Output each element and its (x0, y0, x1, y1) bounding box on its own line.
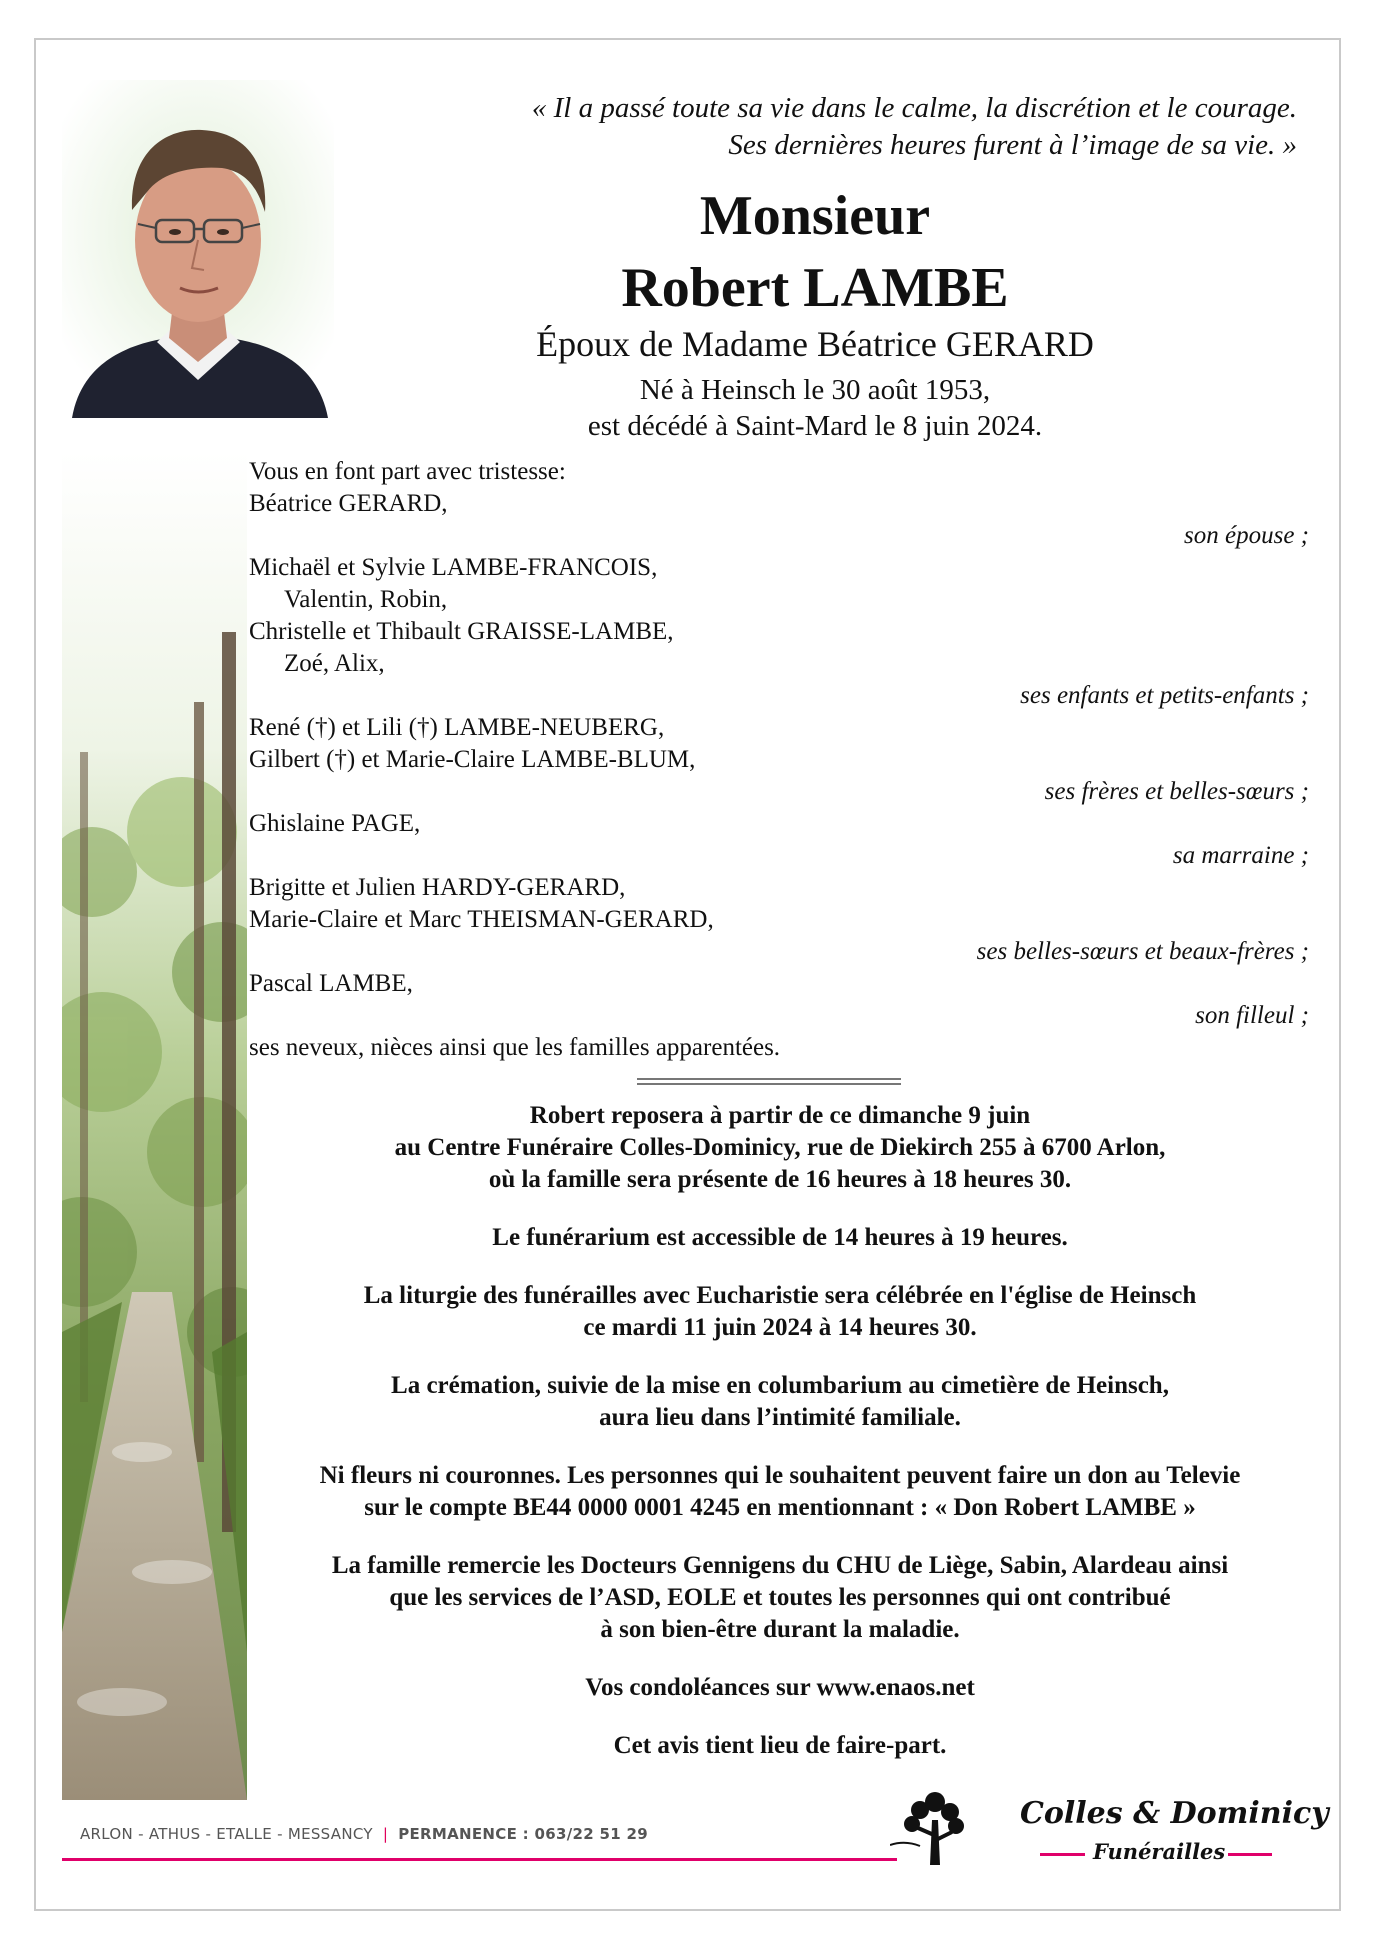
info-line: Le funérarium est accessible de 14 heures à 19 heures. (492, 1224, 1068, 1251)
relationship-label: son épouse ; (1184, 522, 1309, 549)
family-list (249, 456, 1309, 1064)
quote-line: « Il a passé toute sa vie dans le calme, la discrétion et le courage. (531, 92, 1297, 124)
info-line: Cet avis tient lieu de faire-part. (613, 1732, 947, 1759)
brand-subtitle: Funérailles (1093, 1839, 1226, 1864)
family-member: Ghislaine PAGE, (249, 810, 421, 837)
spouse-line: Époux de Madame Béatrice GERARD (536, 324, 1094, 364)
relationship-label: sa marraine ; (1172, 842, 1309, 869)
section-divider (637, 1078, 901, 1085)
family-intro: Vous en font part avec tristesse: (249, 458, 566, 485)
family-closing: ses neveux, nièces ainsi que les familles apparentées. (249, 1034, 781, 1061)
notice-paragraph (250, 1730, 1310, 1762)
relationship-label: ses frères et belles-sœurs ; (1044, 778, 1309, 805)
honorific-title: Monsieur (699, 185, 931, 247)
family-member: Marie-Claire et Marc THEISMAN-GERARD, (249, 906, 714, 933)
family-member: Valentin, Robin, (284, 586, 448, 613)
donation-paragraph (250, 1460, 1310, 1524)
liturgy-paragraph (250, 1280, 1310, 1344)
info-line: où la famille sera présente de 16 heures à 18 heures 30. (488, 1166, 1072, 1193)
relationship-label: son filleul ; (1195, 1002, 1309, 1029)
info-line: Ni fleurs ni couronnes. Les personnes qui le souhaitent peuvent faire un don au Televie (319, 1462, 1241, 1489)
family-member: Béatrice GERARD, (249, 490, 448, 517)
funeral-info (250, 1100, 1310, 1788)
info-line: ce mardi 11 juin 2024 à 14 heures 30. (583, 1314, 977, 1341)
footer-contact (80, 1825, 648, 1843)
condolences-link: Vos condoléances sur www.enaos.net (585, 1674, 975, 1701)
info-line: La crémation, suivie de la mise en columbarium au cimetière de Heinsch, (391, 1372, 1169, 1399)
portrait-photo (62, 80, 334, 418)
footer-permanence: PERMANENCE : 063/22 51 29 (398, 1825, 648, 1843)
condolences-paragraph (250, 1672, 1310, 1704)
death-line: est décédé à Saint-Mard le 8 juin 2024. (587, 410, 1043, 442)
family-member: Michaël et Sylvie LAMBE-FRANCOIS, (249, 554, 658, 581)
relationship-label: ses enfants et petits-enfants ; (1020, 682, 1309, 709)
brand-name: Colles & Dominicy (1020, 1796, 1329, 1831)
family-member: Zoé, Alix, (284, 650, 385, 677)
info-line: La famille remercie les Docteurs Gennigens du CHU de Liège, Sabin, Alardeau ainsi (331, 1552, 1229, 1579)
footer-locations: ARLON - ATHUS - ETALLE - MESSANCY (80, 1825, 373, 1843)
cremation-paragraph (250, 1370, 1310, 1434)
thanks-paragraph (250, 1550, 1310, 1646)
epigraph-quote (397, 90, 1297, 164)
info-line: que les services de l’ASD, EOLE et toutes les personnes qui ont contribué (389, 1584, 1171, 1611)
quote-line: Ses dernières heures furent à l’image de sa vie. » (728, 129, 1297, 161)
relationship-label: ses belles-sœurs et beaux-frères ; (976, 938, 1309, 965)
family-member: Gilbert (†) et Marie-Claire LAMBE-BLUM, (249, 746, 696, 773)
family-member: Brigitte et Julien HARDY-GERARD, (249, 874, 626, 901)
info-line: au Centre Funéraire Colles-Dominicy, rue de Diekirch 255 à 6700 Arlon, (394, 1134, 1166, 1161)
info-line: aura lieu dans l’intimité familiale. (599, 1404, 961, 1431)
hours-paragraph (250, 1222, 1310, 1254)
birth-line: Né à Heinsch le 30 août 1953, (639, 374, 991, 406)
info-line: sur le compte BE44 0000 0001 4245 en mentionnant : « Don Robert LAMBE » (364, 1494, 1196, 1521)
info-line: La liturgie des funérailles avec Eucharistie sera célébrée en l'église de Heinsch (363, 1282, 1197, 1309)
forest-path-image (62, 452, 247, 1800)
info-line: Robert reposera à partir de ce dimanche 9 juin (529, 1102, 1031, 1129)
visitation-paragraph (250, 1100, 1310, 1196)
deceased-name: Robert LAMBE (621, 257, 1009, 319)
footer-separator: | (382, 1825, 389, 1843)
info-line: à son bien-être durant la maladie. (600, 1616, 960, 1643)
brand-rule-right (1228, 1853, 1272, 1856)
family-member: Christelle et Thibault GRAISSE-LAMBE, (249, 618, 674, 645)
family-member: Pascal LAMBE, (249, 970, 413, 997)
footer-rule (62, 1858, 897, 1861)
brand-rule-left (1040, 1853, 1085, 1856)
family-member: René (†) et Lili (†) LAMBE-NEUBERG, (249, 714, 665, 741)
